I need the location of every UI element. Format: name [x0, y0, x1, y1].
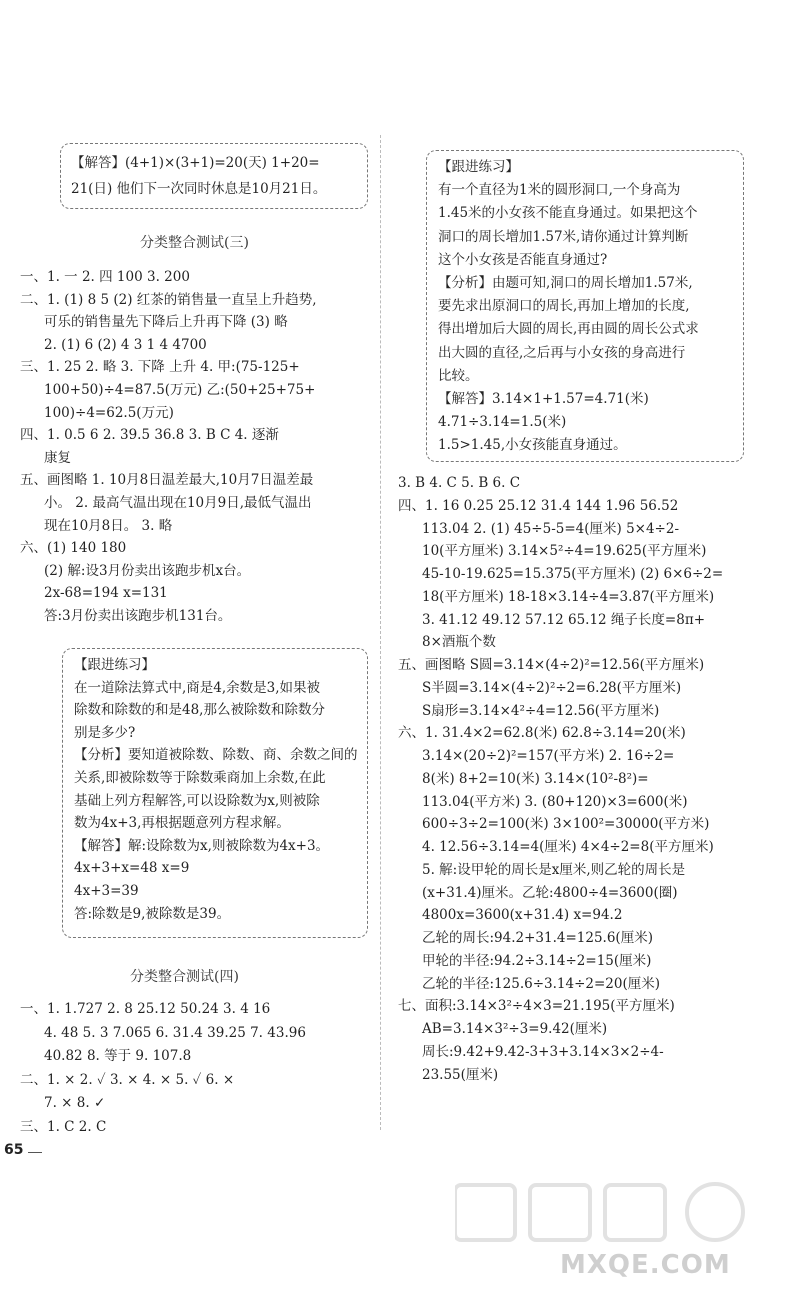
text-line: 一、1. 一 2. 四 100 3. 200 — [20, 269, 190, 285]
text-line: 这个小女孩是否能直身通过? — [438, 251, 608, 268]
text-line: 4. 12.56÷3.14=4(厘米) 4×4÷2=8(平方厘米) — [422, 839, 714, 855]
section-title-test4: 分类整合测试(四) — [130, 969, 239, 985]
watermark-text: MXQE.COM — [560, 1250, 731, 1280]
text-line: 五、画图略 S圆=3.14×(4÷2)²=12.56(平方厘米) — [398, 657, 705, 673]
text-line: 要先求出原洞口的周长,再加上增加的长度, — [438, 298, 690, 315]
text-line: (x+31.4)厘米。乙轮:4800÷4=3600(圈) — [422, 884, 678, 901]
text-line: 4. 48 5. 3 7.065 6. 31.4 39.25 7. 43.96 — [44, 1024, 306, 1041]
text-line: 3. B 4. C 5. B 6. C — [398, 475, 521, 491]
text-line: 四、1. 0.5 6 2. 39.5 36.8 3. B C 4. 逐渐 — [20, 427, 279, 444]
text-line: 出大圆的直径,之后再与小女孩的身高进行 — [438, 344, 686, 361]
text-line: 4.71÷3.14=1.5(米) — [438, 414, 567, 431]
text-line: 4x+3=39 — [74, 883, 139, 899]
page-number-rule — [28, 1152, 42, 1153]
text-line: 2. (1) 6 (2) 4 3 1 4 4700 — [44, 336, 207, 353]
text-line: S扇形=3.14×4²÷4=12.56(平方厘米) — [422, 702, 660, 719]
text-line: 甲轮的半径:94.2÷3.14÷2=15(厘米) — [422, 952, 652, 969]
text-line: 【分析】要知道被除数、除数、商、余数之间的 — [74, 747, 358, 764]
text-line: 4800x=3600(x+31.4) x=94.2 — [422, 907, 623, 924]
text-line: 可乐的销售量先下降后上升再下降 (3) 略 — [44, 314, 288, 331]
text-line: 周长:9.42+9.42-3+3+3.14×3×2÷4- — [422, 1043, 664, 1060]
text-line: 【解答】(4+1)×(3+1)=20(天) 1+20= — [71, 155, 320, 171]
page-number: 65 — [4, 1142, 24, 1158]
text-line: 3.14×(20÷2)²=157(平方米) 2. 16÷2= — [422, 748, 675, 764]
answer-box-1 — [60, 143, 368, 209]
text-line: 答:除数是9,被除数是39。 — [74, 905, 231, 922]
section-title-test3: 分类整合测试(三) — [140, 235, 249, 251]
text-line: 基础上列方程解答,可以设除数为x,则被除 — [74, 792, 320, 809]
text-line: 小。 2. 最高气温出现在10月9日,最低气温出 — [44, 495, 312, 511]
text-line: 别是多少? — [74, 724, 136, 741]
text-line: 10(平方厘米) 3.14×5²÷4=19.625(平方厘米) — [422, 543, 707, 560]
text-line: 8(米) 8+2=10(米) 3.14×(10²-8²)= — [422, 770, 649, 787]
text-line: 答:3月份卖出该跑步机131台。 — [44, 608, 232, 624]
text-line: 100)÷4=62.5(万元) — [44, 404, 174, 421]
text-line: 1.45米的小女孩不能直身通过。如果把这个 — [438, 205, 698, 222]
text-line: 六、1. 31.4×2=62.8(米) 62.8÷3.14=20(米) — [398, 725, 686, 742]
text-line: AB=3.14×3²÷3=9.42(厘米) — [422, 1021, 608, 1037]
text-line: 三、1. 25 2. 略 3. 下降 上升 4. 甲:(75-125+ — [20, 359, 300, 376]
text-line: 【解答】3.14×1+1.57=4.71(米) — [438, 391, 649, 407]
text-line: 1.5>1.45,小女孩能直身通过。 — [438, 437, 627, 454]
text-line: 洞口的周长增加1.57米,请你通过计算判断 — [438, 228, 689, 245]
text-line: 四、1. 16 0.25 25.12 31.4 144 1.96 56.52 — [398, 497, 679, 514]
text-line: 六、(1) 140 180 — [20, 540, 127, 557]
text-line: 113.04(平方米) 3. (80+120)×3=600(米) — [422, 793, 688, 810]
text-line: 【跟进练习】 — [438, 159, 519, 175]
text-line: 【分析】由题可知,洞口的周长增加1.57米, — [438, 275, 693, 291]
text-line: 21(日) 他们下一次同时休息是10月21日。 — [71, 181, 327, 197]
text-line: 二、1. × 2. ✓ 3. × 4. × 5. ✓ 6. × — [20, 1071, 235, 1088]
text-line: 关系,即被除数等于除数乘商加上余数,在此 — [74, 770, 326, 786]
text-line: 600÷3÷2=100(米) 3×100²=30000(平方米) — [422, 816, 710, 833]
text-line: 七、面积:3.14×3²÷4×3=21.195(平方厘米) — [398, 998, 675, 1015]
text-line: 在一道除法算式中,商是4,余数是3,如果被 — [74, 679, 321, 696]
text-line: 三、1. C 2. C — [20, 1118, 107, 1135]
text-line: 100+50)÷4=87.5(万元) 乙:(50+25+75+ — [44, 382, 316, 398]
text-line: 得出增加后大圆的周长,再由圆的周长公式求 — [438, 321, 699, 338]
text-line: 二、1. (1) 8 5 (2) 红茶的销售量一直呈上升趋势, — [20, 291, 317, 308]
text-line: 一、1. 1.727 2. 8 25.12 50.24 3. 4 16 — [20, 1001, 271, 1017]
text-line: 3. 41.12 49.12 57.12 65.12 绳子长度=8π+ — [422, 611, 706, 628]
text-line: 40.82 8. 等于 9. 107.8 — [44, 1048, 192, 1064]
text-line: 除数和除数的和是48,那么被除数和除数分 — [74, 702, 325, 719]
text-line: 23.55(厘米) — [422, 1066, 499, 1083]
text-line: 比较。 — [438, 367, 479, 384]
text-line: 2x-68=194 x=131 — [44, 585, 168, 602]
column-divider — [380, 135, 381, 1130]
text-line: 【解答】解:设除数为x,则被除数为4x+3。 — [74, 837, 330, 854]
text-line: (2) 解:设3月份卖出该跑步机x台。 — [44, 562, 251, 579]
text-line: 五、画图略 1. 10月8日温差最大,10月7日温差最 — [20, 472, 314, 489]
text-line: 8×酒瓶个数 — [422, 634, 496, 651]
text-line: 5. 解:设甲轮的周长是x厘米,则乙轮的周长是 — [422, 861, 686, 878]
text-line: 【跟进练习】 — [74, 657, 155, 673]
text-line: 乙轮的半径:125.6÷3.14÷2=20(厘米) — [422, 975, 660, 992]
text-line: 康复 — [44, 449, 71, 466]
text-line: 45-10-19.625=15.375(平方厘米) (2) 6×6÷2= — [422, 566, 724, 582]
text-line: 现在10月8日。 3. 略 — [44, 517, 173, 534]
text-line: 乙轮的周长:94.2+31.4=125.6(厘米) — [422, 930, 653, 946]
text-line: 有一个直径为1米的圆形洞口,一个身高为 — [438, 182, 681, 199]
text-line: 113.04 2. (1) 45÷5-5=4(厘米) 5×4÷2- — [422, 520, 680, 537]
text-line: 4x+3+x=48 x=9 — [74, 860, 190, 877]
text-line: 18(平方厘米) 18-18×3.14÷4=3.87(平方厘米) — [422, 588, 715, 605]
text-line: 7. × 8. ✓ — [44, 1095, 106, 1111]
text-line: 数为4x+3,再根据题意列方程求解。 — [74, 815, 290, 832]
text-line: S半圆=3.14×(4÷2)²÷2=6.28(平方厘米) — [422, 679, 682, 696]
